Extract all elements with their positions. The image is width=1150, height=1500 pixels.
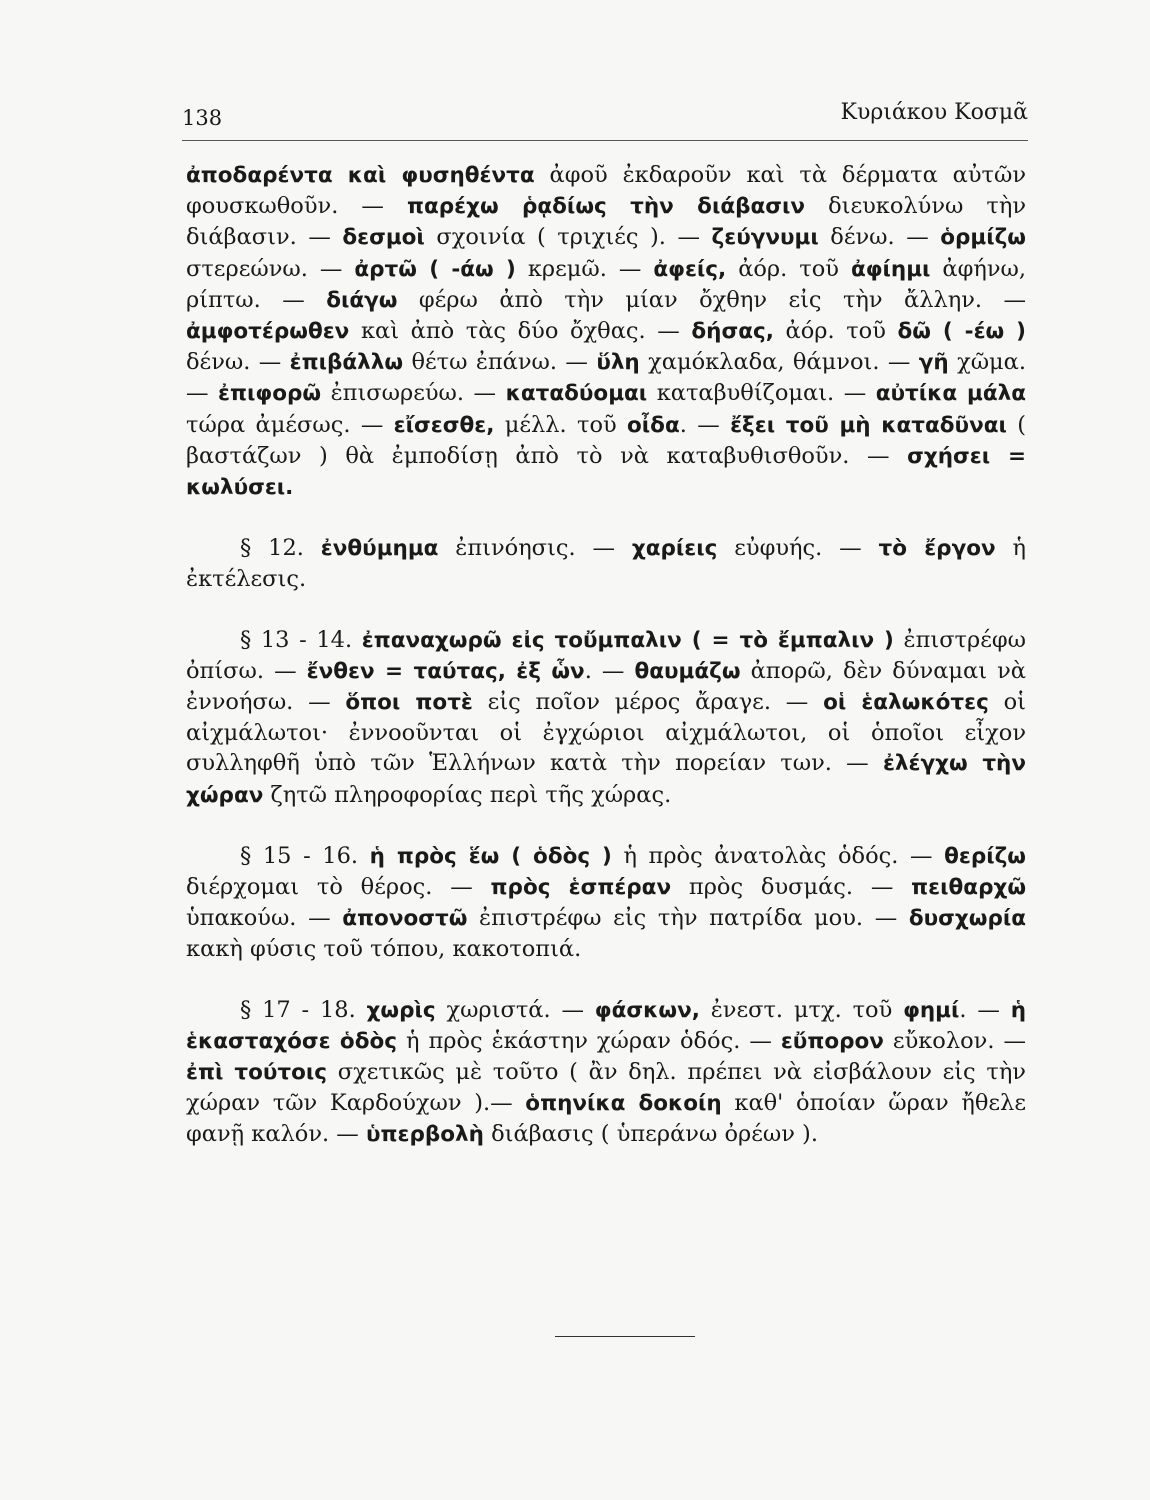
page-body xyxy=(186,160,1026,1151)
headword: δήσας, xyxy=(691,319,774,345)
gloss-text: ἐπιστρέφω εἰς τὴν πατρίδα μου. — xyxy=(467,905,909,932)
headword: ἀποδαρέντα καὶ φυσηθέντα xyxy=(186,163,535,188)
gloss-text: χαμόκλαδα, θάμνοι. — xyxy=(639,349,919,376)
gloss-text: διέρχομαι τὸ θέρος. — xyxy=(186,874,491,901)
gloss-text: θέτω ἐπάνω. — xyxy=(403,349,597,376)
headword: οἶδα xyxy=(627,412,680,438)
gloss-text: δένω. — xyxy=(818,224,941,251)
gloss-text: § 13 - 14. xyxy=(240,626,362,653)
gloss-text: καθ' ὁποίαν ὥραν ἤθελε φανῇ καλόν. — xyxy=(186,1090,1026,1148)
paragraph-text xyxy=(186,533,1026,594)
headword: χωρὶς xyxy=(366,997,436,1023)
headword: τὸ ἔργον xyxy=(878,536,996,562)
headword: ὕλη xyxy=(596,350,640,376)
paragraph-text xyxy=(186,625,1026,811)
gloss-text: τώρα ἀμέσως. — xyxy=(186,411,394,438)
gloss-text: εἰς ποῖον μέρος ἄραγε. — xyxy=(472,689,824,716)
gloss-text: . — xyxy=(959,996,1011,1023)
gloss-text: χωριστά. — xyxy=(435,996,595,1023)
headword: ὑπερβολὴ xyxy=(365,1122,484,1148)
gloss-text: ὑπακούω. — xyxy=(186,905,343,932)
headword: ὁπηνίκα δοκοίη xyxy=(525,1091,722,1117)
gloss-text: ἀφοῦ ἐκδαροῦν καὶ τὰ δέρματα αὐτῶν φουσκωθοῦν. — xyxy=(186,162,1026,220)
gloss-text: ἀόρ. τοῦ xyxy=(726,255,851,282)
headword: ἔξει τοῦ μὴ καταδῦναι xyxy=(730,412,1007,438)
header-rule xyxy=(182,140,1028,141)
headword: ἀφείς, xyxy=(653,256,727,282)
headword: αὐτίκα μάλα xyxy=(875,381,1026,407)
paragraph-2 xyxy=(186,533,1026,594)
gloss-text: μέλλ. τοῦ xyxy=(494,411,628,438)
footnote-rule xyxy=(555,1336,695,1337)
gloss-text: σχοινία ( τριχιές ). — xyxy=(424,224,712,251)
headword: ἀφίημι xyxy=(850,256,931,282)
gloss-text: οἱ αἰχμάλωτοι· ἐννοοῦνται οἱ ἐγχώριοι αἰχμάλωτοι, οἱ ὁποῖοι εἶχον συλληφθῆ ὑπὸ τῶν Ἑλλήνων κατὰ τὴν πορείαν των. — xyxy=(186,689,1026,777)
headword: ἐλέγχω τὴν χώραν xyxy=(186,751,1026,808)
gloss-text: εὔκολον. — xyxy=(883,1027,1026,1054)
gloss-text: φέρω ἀπὸ τὴν μίαν ὄχθην εἰς τὴν ἄλλην. — xyxy=(397,286,1026,313)
headword: σχήσει = κωλύσει. xyxy=(186,443,1026,501)
headword: οἱ ἑαλωκότες xyxy=(823,690,989,716)
paragraph-text xyxy=(186,160,1026,503)
paragraph-3 xyxy=(186,625,1026,811)
headword: διάγω xyxy=(326,287,398,313)
gloss-text: κρεμῶ. — xyxy=(515,255,654,282)
headword: γῆ xyxy=(918,350,949,376)
headword: ἀρτῶ ( -άω ) xyxy=(354,256,516,282)
headword: ἔνθεν = ταύτας, ἐξ ὧν xyxy=(306,658,585,684)
gloss-text: ἐνεστ. μτχ. τοῦ xyxy=(699,996,904,1023)
paragraph-5 xyxy=(186,995,1026,1151)
headword: ἐπὶ τούτοις xyxy=(186,1060,328,1086)
headword: ἐπιφορῶ xyxy=(218,381,322,407)
headword: ἡ πρὸς ἕω ( ὁδὸς ) xyxy=(369,843,612,869)
page-number: 138 xyxy=(182,106,223,130)
gloss-text: ζητῶ πληροφορίας περὶ τῆς χώρας. xyxy=(263,781,672,808)
headword: εἴσεσθε, xyxy=(393,412,495,438)
gloss-text: κακὴ φύσις τοῦ τόπου, κακοτοπιά. xyxy=(186,936,582,963)
headword: θερίζω xyxy=(944,843,1026,869)
gloss-text: στερεώνω. — xyxy=(186,255,355,282)
gloss-text: ἀπορῶ, δὲν δύναμαι νὰ ἐννοήσω. — xyxy=(186,657,1026,716)
headword: ζεύγνυμι xyxy=(711,225,819,251)
headword: θαυμάζω xyxy=(634,658,741,684)
gloss-text: ἐπινόησις. — xyxy=(438,535,632,562)
headword: πειθαρχῶ xyxy=(911,875,1027,901)
gloss-text: ( βαστάζων ) θὰ ἐμποδίσῃ ἀπὸ τὸ νὰ καταβυθισθοῦν. — xyxy=(186,411,1026,469)
gloss-text: καὶ ἀπὸ τὰς δύο ὄχθας. — xyxy=(349,318,692,345)
headword: ἐπαναχωρῶ εἰς τοὔμπαλιν ( = τὸ ἔμπαλιν ) xyxy=(361,627,894,653)
gloss-text: διάβασις ( ὑπεράνω ὀρέων ). xyxy=(483,1121,818,1148)
gloss-text: ἀφήνω, ρίπτω. — xyxy=(186,255,1027,313)
gloss-text: ἡ πρὸς ἑκάστην χώραν ὁδός. — xyxy=(396,1027,781,1054)
gloss-text: § 12. xyxy=(240,535,321,562)
page-header xyxy=(182,100,1028,136)
paragraph-text xyxy=(186,841,1026,965)
gloss-text: ἡ ἐκτέλεσις. xyxy=(186,535,1026,593)
paragraph-1 xyxy=(186,160,1026,503)
gloss-text: σχετικῶς μὲ τοῦτο ( ἂν δηλ. πρέπει νὰ εἰσβάλουν εἰς τὴν χώραν τῶν Καρδούχων ).— xyxy=(186,1059,1026,1117)
gloss-text: διευκολύνω τὴν διάβασιν. — xyxy=(186,193,1027,251)
headword: ἡ ἑκασταχόσε ὁδὸς xyxy=(186,997,1026,1054)
gloss-text: ἐπισωρεύω. — xyxy=(321,380,506,407)
headword: εὔπορον xyxy=(780,1028,884,1054)
headword: ἐπιβάλλω xyxy=(289,350,404,376)
gloss-text: . — xyxy=(584,657,635,684)
gloss-text: ἀόρ. τοῦ xyxy=(773,318,898,345)
headword: φημί xyxy=(903,997,960,1023)
headword: ὁρμίζω xyxy=(940,225,1026,251)
headword: δυσχωρία xyxy=(908,906,1026,932)
gloss-text: ἡ πρὸς ἀνατολὰς ὁδός. — xyxy=(611,842,945,869)
headword: ἐνθύμημα xyxy=(320,536,439,562)
gloss-text: § 17 - 18. xyxy=(240,996,367,1023)
headword: καταδύομαι xyxy=(505,381,648,407)
paragraph-4 xyxy=(186,841,1026,965)
headword: δεσμοὶ xyxy=(342,225,425,251)
gloss-text: χῶμα.— xyxy=(186,349,1027,407)
headword: ἀπονοστῶ xyxy=(342,906,468,932)
headword: ἀμφοτέρωθεν xyxy=(186,319,350,345)
gloss-text: § 15 - 16. xyxy=(240,842,370,869)
headword: πρὸς ἑσπέραν xyxy=(490,875,672,901)
gloss-text: δένω. — xyxy=(186,349,290,376)
headword: ὅποι ποτὲ xyxy=(345,690,473,716)
paragraph-text xyxy=(186,995,1026,1151)
gloss-text: εὐφυής. — xyxy=(717,535,879,562)
gloss-text: καταβυθίζομαι. — xyxy=(647,380,876,407)
running-head: Κυριάκου Κοσμᾶ xyxy=(840,100,1028,125)
headword: φάσκων, xyxy=(594,997,700,1023)
headword: δῶ ( -έω ) xyxy=(897,319,1026,345)
gloss-text: . — xyxy=(679,411,731,438)
gloss-text: ἐπιστρέφω ὀπίσω. — xyxy=(186,626,1026,684)
headword: χαρίεις xyxy=(631,536,718,562)
headword: παρέχω ῥᾳδίως τὴν διάβασιν xyxy=(406,194,806,220)
gloss-text: πρὸς δυσμάς. — xyxy=(671,874,912,901)
